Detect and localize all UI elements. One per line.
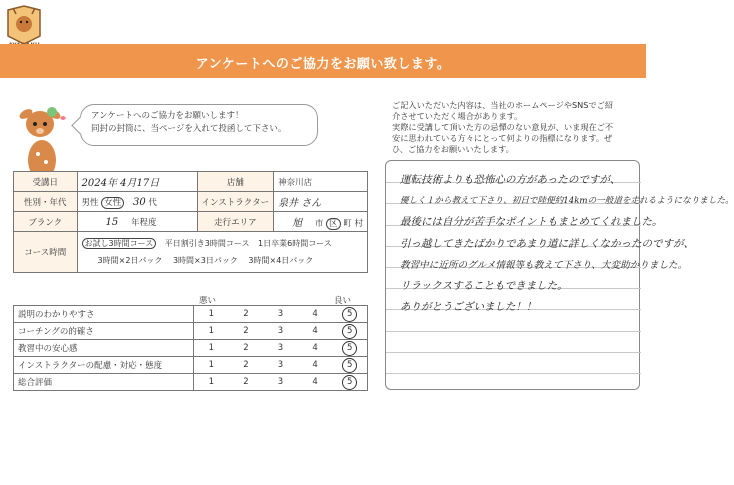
comment-line: 引っ越してきたばかりであまり道に詳しくなかったのですが、: [400, 237, 694, 250]
rating-score: 2: [243, 309, 249, 319]
blank-label: ブランク: [14, 212, 78, 232]
comment-line: 優しく１から教えて下さり、初日で陸便約14kmの一般道を走れるようになりました。: [400, 196, 734, 207]
rating-bad-label: 悪い: [199, 296, 217, 306]
rating-score: 4: [312, 326, 318, 336]
rating-score: 3: [277, 377, 284, 387]
rating-score: 4: [312, 360, 318, 370]
rating-score: 5: [342, 341, 357, 356]
store-value: 神奈川店: [274, 172, 368, 192]
age-value: 30: [132, 196, 146, 208]
area-value: 旭: [292, 218, 303, 229]
rating-score: 1: [208, 377, 215, 387]
age-unit: 代: [148, 197, 157, 208]
notice-line: 介させていただく場合があります。: [392, 111, 523, 121]
rating-question: 総合評価: [14, 374, 194, 391]
bubble-line-1: アンケートへのご協力をお願いします！: [91, 111, 244, 121]
course-option-weekday: 平日割引き3時間コース: [164, 239, 250, 248]
area-label: 走行エリア: [197, 212, 274, 232]
rating-question: 教習中の安心感: [14, 340, 194, 357]
blank-value: 15: [105, 216, 119, 228]
course-option-3day: 3時間×3日パック: [172, 256, 238, 265]
comment-line: ありがとうございました！！: [400, 301, 537, 314]
rating-table: [13, 305, 368, 391]
blank-unit: 年程度: [130, 217, 157, 228]
ruled-line: [386, 352, 641, 353]
rating-score: 3: [277, 309, 284, 319]
rating-good-label: 良い: [334, 296, 352, 306]
rating-score: 2: [243, 377, 249, 387]
gender-label: 性別・年代: [14, 192, 78, 212]
rating-score: 2: [243, 326, 249, 336]
female-option: 女性: [101, 197, 124, 209]
area-village: 村: [354, 219, 363, 229]
bubble-line-2: 同封の封筒に、当ページを入れて投函して下さい。: [91, 124, 287, 134]
notice-line: ご記入いただいた内容は、当社のホームページやSNSでご紹: [392, 100, 614, 110]
rating-score: 3: [277, 360, 284, 370]
course-option-2day: 3時間×2日パック: [97, 256, 163, 265]
rating-row: [14, 374, 368, 391]
date-label: 受講日: [14, 172, 78, 192]
course-option-trial: お試し3時間コース: [82, 238, 157, 249]
rating-question: 説明のわかりやすさ: [14, 306, 194, 323]
rating-score: 3: [277, 326, 284, 336]
info-table: [13, 171, 368, 273]
rating-score: 1: [208, 309, 215, 319]
logo-deer-icon: [2, 6, 46, 46]
course-label: コース時間: [14, 232, 78, 273]
comment-line: 教習中に近所のグルメ情報等も教えて下さり、大変助かりました。: [400, 259, 688, 271]
notice-line: 安に思われている方々にとって何よりの指標になります。ぜ: [392, 133, 613, 143]
comment-line: 運転技術よりも恐怖心の方があったのですが、: [400, 174, 621, 186]
instructor-value: 泉井 さん: [278, 198, 322, 209]
rating-score: 4: [312, 343, 318, 353]
rating-score: 1: [208, 326, 215, 336]
area-city: 市: [314, 219, 324, 229]
banner-title: アンケートへのご協力をお願い致します。: [195, 57, 451, 72]
notice-line: 実際に受講して頂いた方の忌憚のない意見が、いま現在ご不: [392, 122, 614, 132]
notice-line: ひ、ご協力をお願いいたします。: [392, 144, 514, 154]
rating-row: [14, 323, 368, 340]
course-option-4day: 3時間×4日パック: [248, 256, 314, 265]
rating-score: 4: [312, 377, 318, 387]
store-label: 店舗: [197, 172, 274, 192]
male-option: 男性: [81, 197, 99, 208]
rating-row: [14, 357, 368, 374]
area-town: 町: [343, 219, 352, 229]
rating-row: [14, 340, 368, 357]
comment-line: 最後には自分が苦手なポイントもまとめてくれました。: [400, 216, 663, 229]
rating-score: 4: [312, 309, 318, 319]
rating-row: [14, 306, 368, 323]
instruction-bubble: [80, 104, 318, 146]
rating-score: 2: [243, 343, 249, 353]
instructor-label: インストラクター: [197, 192, 274, 212]
rating-score: 1: [208, 360, 215, 370]
comment-text: [400, 170, 734, 318]
rating-question: コーチングの的確さ: [14, 323, 194, 340]
notice-text: [392, 100, 637, 155]
banner: [0, 44, 646, 78]
rating-score: 1: [208, 343, 215, 353]
ruled-line: [386, 331, 641, 332]
area-ward: 区: [326, 218, 341, 230]
course-option-oneday: 1日卒業6時間コース: [258, 239, 332, 248]
ruled-line: [386, 373, 641, 374]
rating-score: 2: [243, 360, 249, 370]
rating-score: 5: [342, 358, 357, 373]
rating-score: 5: [342, 307, 357, 322]
rating-score: 3: [277, 343, 284, 353]
rating-question: インストラクターの配慮・対応・態度: [14, 357, 194, 374]
rating-score: 5: [342, 324, 357, 339]
date-value: 2024年 4月17日: [81, 178, 160, 189]
comment-line: リラックスすることもできました。: [400, 280, 568, 293]
rating-score: 5: [342, 375, 357, 390]
